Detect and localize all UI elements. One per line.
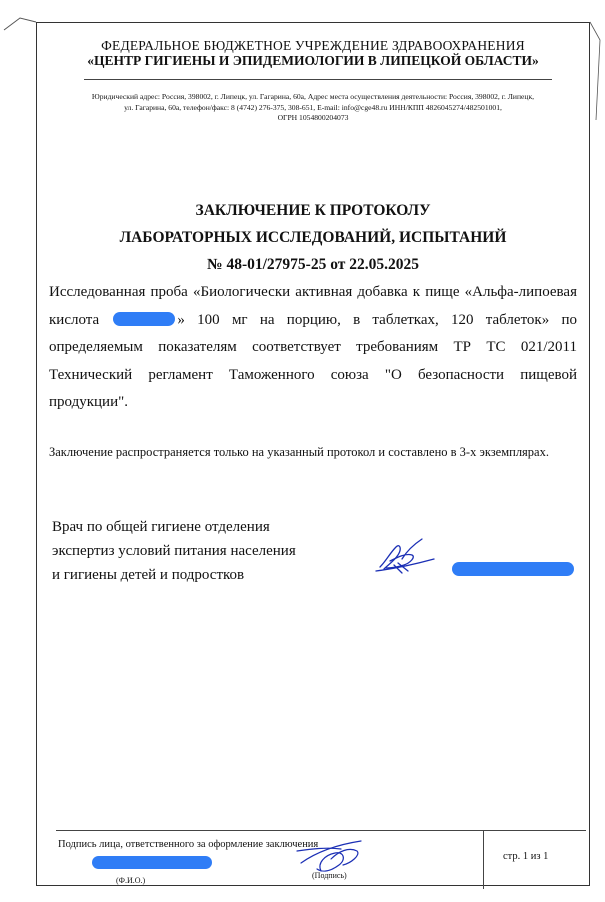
doctor-position — [52, 515, 296, 587]
footer-fio-caption: (Ф.И.О.) — [116, 876, 146, 885]
footer-divider — [483, 831, 484, 889]
org-address — [42, 92, 584, 124]
doctor-line1: Врач по общей гигиене отделения — [52, 519, 270, 535]
conclusion-text-part2: » 100 мг на порцию, в таблетках, 120 таблеток» по определяемым показателям соответствует требованиям ТР ТС 021/2011 Технический регламент Таможенного союза "О безопасности пищевой продукции". — [49, 311, 577, 410]
address-line3: ОГРН 1054800204073 — [277, 113, 349, 122]
address-line1: Юридический адрес: Россия, 398002, г. Липецк, ул. Гагарина, 60а, Адрес места осуществления деятельности: Россия, 398002, г. Липецк, — [91, 92, 535, 101]
redaction-product-name — [113, 312, 175, 326]
scope-note: Заключение распространяется только на указанный протокол и составлено в 3-х экземплярах. — [49, 445, 549, 459]
conclusion-paragraph — [49, 279, 577, 417]
doc-title-line1: ЗАКЛЮЧЕНИЕ К ПРОТОКОЛУ — [195, 202, 431, 219]
footer-responsible-label: Подпись лица, ответственного за оформление заключения — [58, 839, 319, 850]
doc-number: № 48-01/27975-25 от 22.05.2025 — [207, 256, 419, 273]
doctor-line2: экспертиз условий питания населения — [52, 543, 296, 559]
org-name-line1: ФЕДЕРАЛЬНОЕ БЮДЖЕТНОЕ УЧРЕЖДЕНИЕ ЗДРАВООХРАНЕНИЯ — [101, 38, 525, 53]
conclusion-text-part1: Исследованная проба «Биологически активная добавка к пище «Альфа-липоевая кислота — [49, 284, 577, 328]
footer-block — [56, 830, 586, 889]
redaction-responsible-name — [92, 856, 212, 869]
footer-signature-caption: (Подпись) — [312, 871, 347, 880]
page-number: стр. 1 из 1 — [503, 851, 549, 862]
doc-title-line2: ЛАБОРАТОРНЫХ ИССЛЕДОВАНИЙ, ИСПЫТАНИЙ — [119, 229, 507, 246]
redaction-doctor-name — [452, 562, 574, 576]
header-divider — [84, 79, 552, 80]
doctor-line3: и гигиены детей и подростков — [52, 567, 245, 583]
doctor-signature-icon — [372, 535, 442, 577]
address-line2: ул. Гагарина, 60а, телефон/факс: 8 (4742) 276-375, 308-651, E-mail: info@cge48.ru ИНН/КПП 4826045274/482501001, — [124, 102, 502, 112]
org-name-line2: «ЦЕНТР ГИГИЕНЫ И ЭПИДЕМИОЛОГИИ В ЛИПЕЦКОЙ ОБЛАСТИ» — [87, 53, 539, 68]
